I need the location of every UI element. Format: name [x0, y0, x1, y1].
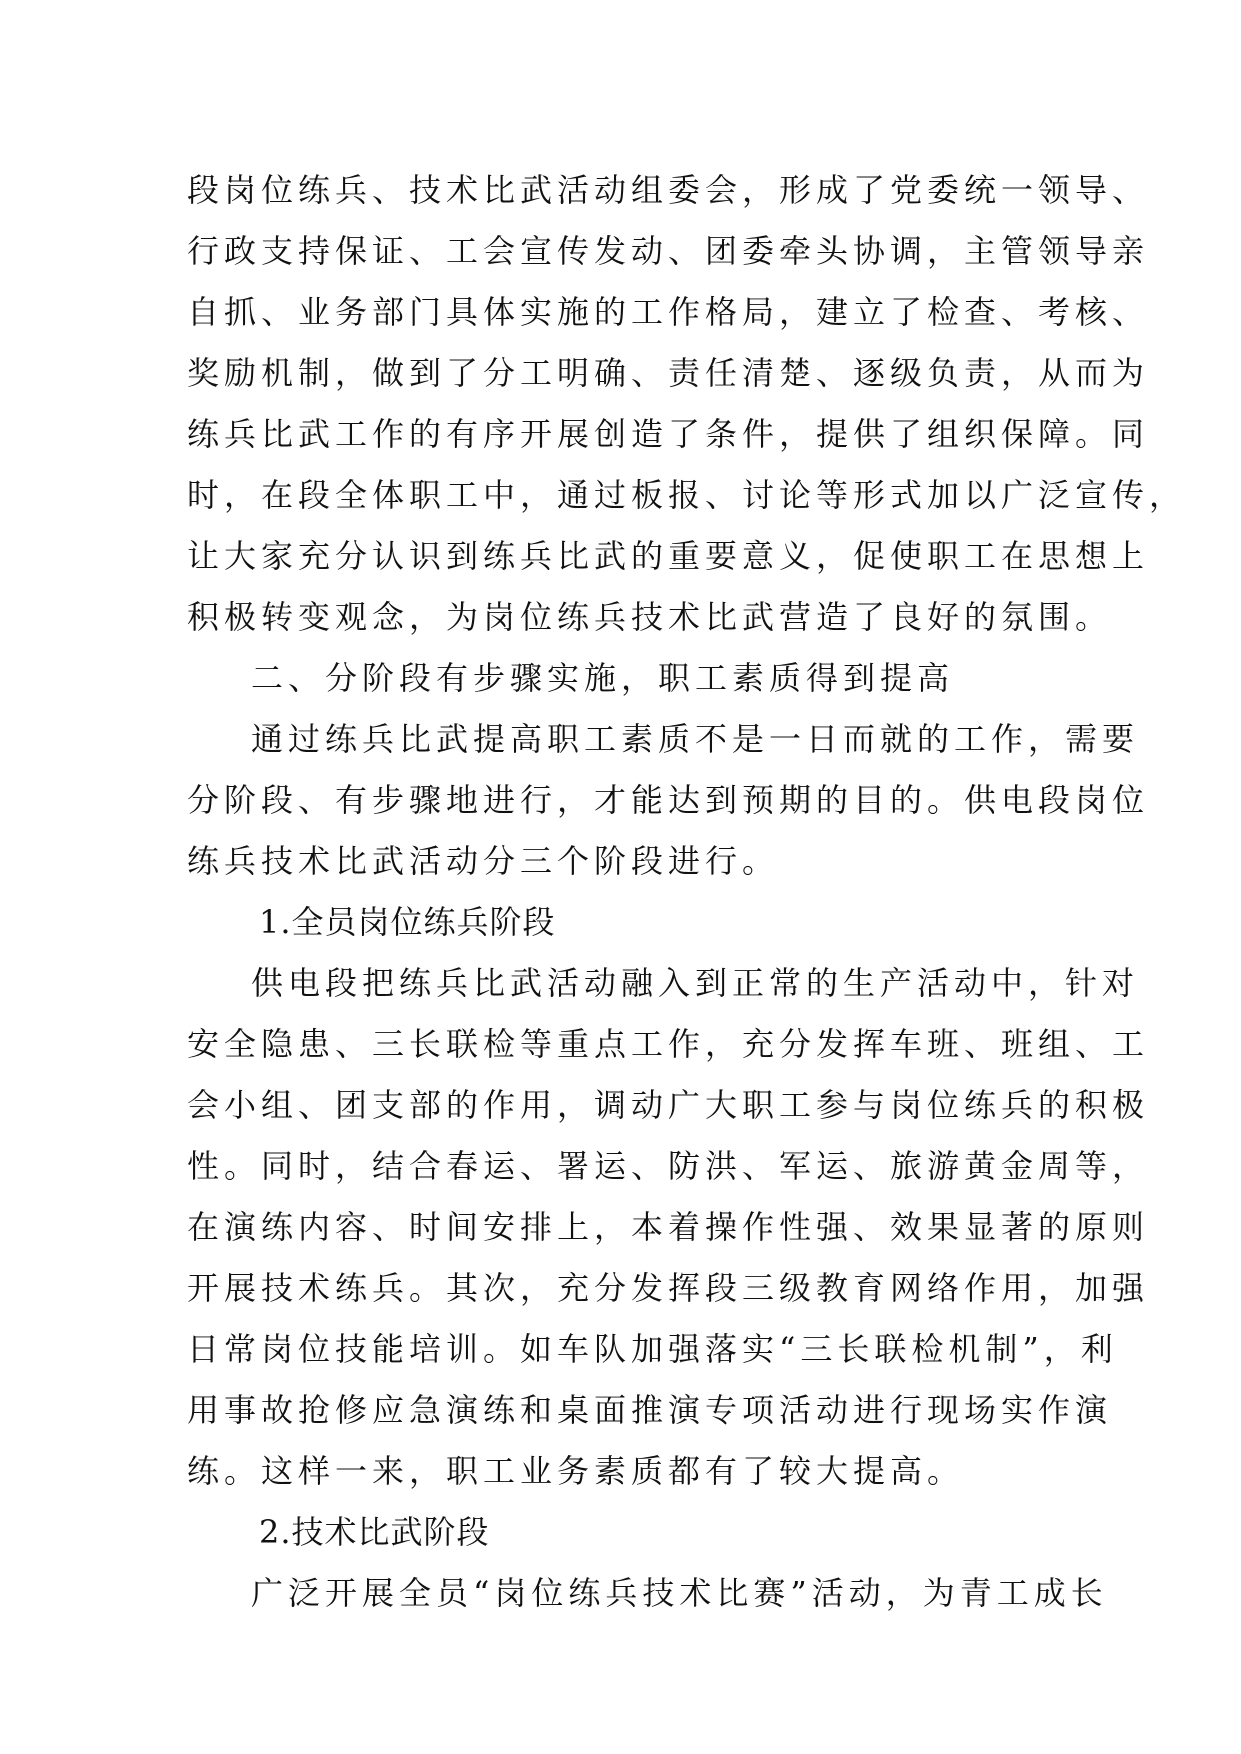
paragraph-line: 用事故抢修应急演练和桌面推演专项活动进行现场实作演 — [187, 1391, 1113, 1429]
paragraph-line: 在演练内容、时间安排上，本着操作性强、效果显著的原则 — [187, 1208, 1150, 1246]
paragraph-line: 时，在段全体职工中，通过板报、讨论等形式加以广泛宣传， — [187, 476, 1187, 514]
subsection-heading: 1.全员岗位练兵阶段 — [259, 903, 556, 941]
paragraph-line: 日常岗位技能培训。如车队加强落实“三长联检机制”，利 — [187, 1330, 1118, 1368]
paragraph-line: 开展技术练兵。其次，充分发挥段三级教育网络作用，加强 — [187, 1269, 1150, 1307]
paragraph-line: 会小组、团支部的作用，调动广大职工参与岗位练兵的积极 — [187, 1086, 1150, 1124]
subsection-heading: 2.技术比武阶段 — [259, 1513, 490, 1551]
document-body — [187, 160, 1187, 1624]
paragraph-line: 奖励机制，做到了分工明确、责任清楚、逐级负责，从而为 — [187, 354, 1150, 392]
section-heading: 二、分阶段有步骤实施，职工素质得到提高 — [251, 659, 955, 697]
paragraph-line: 积极转变观念，为岗位练兵技术比武营造了良好的氛围。 — [187, 598, 1113, 636]
paragraph-line: 段岗位练兵、技术比武活动组委会，形成了党委统一领导、 — [187, 171, 1150, 209]
paragraph-line: 性。同时，结合春运、署运、防洪、军运、旅游黄金周等， — [187, 1147, 1150, 1185]
paragraph-line: 练兵比武工作的有序开展创造了条件，提供了组织保障。同 — [187, 415, 1150, 453]
paragraph-line: 分阶段、有步骤地进行，才能达到预期的目的。供电段岗位 — [187, 781, 1150, 819]
paragraph-line: 广泛开展全员“岗位练兵技术比赛”活动，为青工成长 — [251, 1574, 1108, 1612]
paragraph-line: 供电段把练兵比武活动融入到正常的生产活动中，针对 — [251, 964, 1140, 1002]
paragraph-line: 练兵技术比武活动分三个阶段进行。 — [187, 842, 780, 880]
paragraph-line: 自抓、业务部门具体实施的工作格局，建立了检查、考核、 — [187, 293, 1150, 331]
paragraph-line: 通过练兵比武提高职工素质不是一日而就的工作，需要 — [251, 720, 1140, 758]
paragraph-line: 行政支持保证、工会宣传发动、团委牵头协调，主管领导亲 — [187, 232, 1150, 270]
paragraph-line: 练。这样一来，职工业务素质都有了较大提高。 — [187, 1452, 965, 1490]
paragraph-line: 安全隐患、三长联检等重点工作，充分发挥车班、班组、工 — [187, 1025, 1150, 1063]
paragraph-line: 让大家充分认识到练兵比武的重要意义，促使职工在思想上 — [187, 537, 1150, 575]
